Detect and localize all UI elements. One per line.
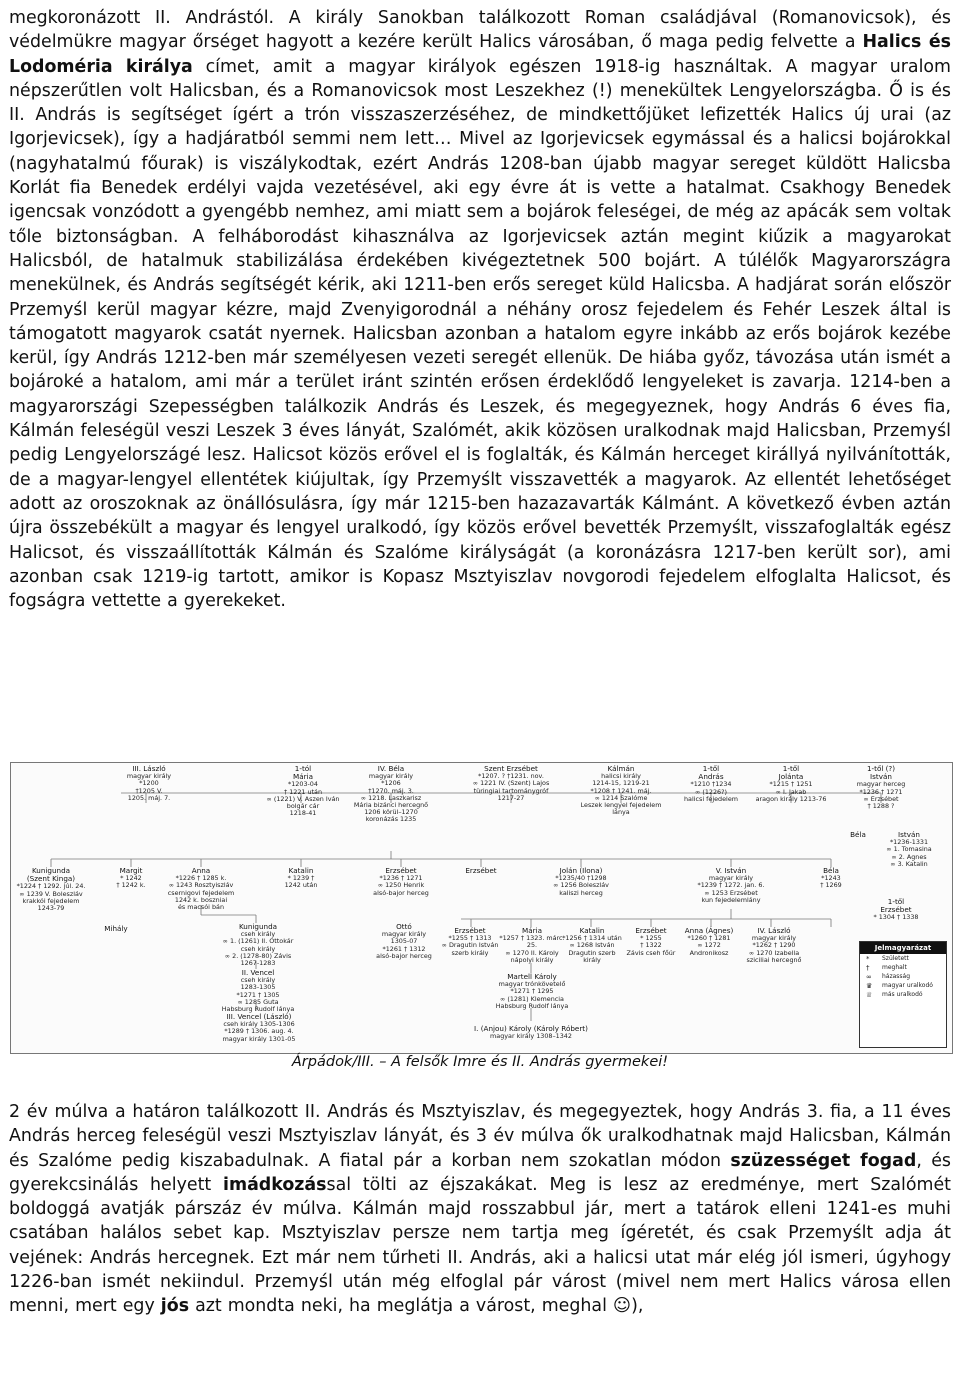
tree-node-r1-4: Kálmán halicsi király 1214-15, 1219-21 *1208 † 1241. máj. ∞ 1214 Szalóme Leszek lengyel fejedelem lánya [580,764,662,817]
tree-node-r3-5: Katalin *1256 † 1314 után ∞ 1268 István Dragutin szerb király [562,926,622,964]
tree-node-r3-7: Anna (Ágnes) *1260 † 1281 ∞ 1272 Andronikosz [684,926,734,957]
tree-node-r2-8: Béla *1243 † 1269 [820,866,842,890]
paragraph-intro [9,6,951,613]
text-run-2: címet, amit a magyar királyok egészen 1918-ig használtak. A magyar uralom népszerűtlen volt Halicsban, és a Romanovicsok most Leszekhez (!) menekültek Lengyelországba. Ő is és II. András is segítséget ígért a trón visszaszerzéséhez, de mindkettőjüket lefizették Halics új urai (az Igorjevicsek), így a hadjáratból semmi nem lett… Mivel az Igorjevicsek egymással és a halicsi bojárokkal (nagyhatalmú főurak) is viszálykodtak, ezért András 1208-ban újabb magyar sereget küldött Halicsba Korlát fia Benedek erdélyi vajda vezetésével, aki egy évre át is vette a hatalmat. Csakhogy Benedek igencsak vonzódott a gyengébb nemhez, ami miatt sem a bojárok feleségei, de még az apácák sem voltak tőle biztonságban. A felháborodást kihasználva az Igorjevicsek aztán megint kiűzik a magyarokat Halicsból, de hatalmuk stabilizálása érdekében kivégeztetnek 500 bojárt. A túlélők Magyarországra menekülnek, és András segítségét kérik, aki 1211-ben erős sereget küld Halicsba. A hadjárat során először Przemyśl kerül magyar kézre, majd Zvenyigorodnál a néhány orosz fejedelem és Fehér Leszek által is támogatott magyarok csatát nyernek. Halicsban azonban a hatalom egyre inkább az erős bojárok kezébe kerül, így András 1212-ben már személyesen vezeti seregét ellenük. De hiába győz, távozása után ismét a bojároké a hatalom, ami már a terület iránt szintén erősen érdeklődő lengyeleket is zavarja. 1214-ben a magyarországi Szepességben találkozik András és Leszek, és megegyeznek, hogy András 6 éves fia, Kálmán feleségül veszi Leszek 3 éves lányát, Szalómét, akik közösen uralkodnak majd Halicsban, Przemyśl pedig Lengyelországé lesz. Halicsot közös erővel el is foglalták, és Kálmán herceget királlyá nyilvánították, de a magyar-lengyel ellentétek kiújultak, így Przemyślt visszavették a magyarok. Az ellentét lehetőséget adott az oroszoknak az önállósulásra, így már 1215-ben hazazavarták Kálmánt. A következő évben aztán újra összebékült a magyar és lengyel uralkodó, így közös erővel bevették Przemyślt, visszafoglalták egész Halicsot, és visszaállították Kálmán és Szalóme királyságát (a koronázásra 1217-ben került sor), ami azonban csak 1219-ig tartott, amikor is Kopasz Msztyiszlav novgorodi fejedelem elfoglalta Halicsot, és fogságra vettette a gyerekeket. [9,56,951,612]
tree-node-r4-3: I. (Anjou) Károly (Károly Róbert) magyar király 1308–1342 [474,1024,588,1041]
tree-node-r1-0: III. László magyar király *1200 †1205 V. 1205. máj. 7. [126,764,172,802]
tree-node-r4-1: Martell Károly magyar trónkövetelő *1271 † 1295 ∞ (1281) Klemencia Habsburg Rudolf lánya [495,972,569,1010]
crown-outline-icon: ♕ [866,991,873,999]
tree-node-r1-6: 1-től Jolánta *1215 † 1251 ∞ I. Jakab aragon király 1213-76 [755,764,827,803]
bold-phrase-1: szüzességet fogad [730,1150,917,1171]
legend-title: Jelmagyarázat [860,942,946,954]
tree-node-r3-1: Kunigunda cseh király ∞ 1. (1261) II. Ottokár cseh király ∞ 2. (1278-80) Závis 1267-1283 [222,922,294,968]
tree-node-r1-5: 1-től András *1210 †1234 ∞ (1226?) halicsi fejedelem [684,764,738,803]
tree-node-r2-9: Béla [850,830,866,839]
marriage-icon: ∞ [866,973,872,981]
text-run-0: 2 év múlva a határon találkozott II. András és Msztyiszlav, és megegyeztek, hogy András 3. fia, a 11 éves András herceg feleségül veszi Msztyiszlav lányát, és 3 év múlva ők uralkodhatnak majd Halicsban, Kálmán és Szalóme pedig kiszabadulnak. A fiatal pár a korban nem szokatlan módon [9,1102,951,1171]
legend-row-died: † meghalt [866,964,907,972]
text-run-6: azt mondta neki, ha meglátja a várost, meghal ☺), [189,1296,644,1317]
legend-box [859,941,947,1048]
text-run-2: , és gyerekcsinálás helyett [9,1150,951,1195]
tree-node-r1-3: Szent Erzsébet *1207. ? †1231. nov. ∞ 1221 IV. (Szent) Lajos türingiai tartománygróf 1217-27 [472,764,550,802]
tree-node-r3-8: IV. László magyar király *1262 † 1290 ∞ 1270 Izabella sziciliai hercegnő [746,926,802,964]
legend-row-hu-ruler: ♛ magyar uralkodó [866,982,933,990]
text-run-0: megkoronázott II. Andrástól. A király Sanokban találkozott Roman családjával (Romanovicsok), és védelmükre magyar őrséget hagyott a kezére került Halics városában, ő maga pedig felvette a [9,8,951,53]
tree-node-r3-0: Mihály [104,924,128,933]
tree-node-r1-1: 1-tól Mária *1203-04 † 1221 után ∞ (1221) V. Aszen Iván bolgár cár 1218-41 [266,764,340,818]
tree-node-r2-5: Erzsébet [465,866,497,875]
tree-node-r2-10: István *1236-1331 ∞ 1. Tomasina ∞ 2. Agnes ∞ 3. Katalin [886,830,932,868]
cross-icon: † [866,964,870,972]
tree-node-r2-3: Katalin * 1239 † 1242 után [284,866,318,890]
tree-node-r3-9: 1-től Erzsébet * 1304 † 1338 [873,897,919,922]
tree-node-r4-0: II. Vencel cseh király 1283-1305 *1271 † 1305 ∞ 1285 Guta Habsburg Rudolf lánya [221,968,295,1014]
tree-node-r2-4: Erzsébet *1236 † 1271 ∞ 1250 Henrik alsó-bajor herceg [373,866,429,897]
tree-node-r2-0: Kunigunda (Szent Kinga) *1224 † 1292. júl. 24. ∞ 1239 V. Boleszláv krakkói fejedelem 1243-79 [16,866,86,913]
tree-node-r1-2: IV. Béla magyar király *1206 †1270. máj. 3. ∞ 1218. Laszkarisz Mária bizánci hercegnő 1206 körül–1270 koronázás 1235 [353,764,429,824]
tree-node-r3-3: Erzsébet *1255 † 1313 ∞ Dragutin István szerb király [441,926,499,957]
tree-node-r2-7: V. István magyar király *1239 † 1272. jan. 6. ∞ 1253 Erzsébet kun fejedelemlány [697,866,765,904]
tree-node-r1-7: 1-től (?) István magyar herceg *1236 † 1271 ∞ Erzsébet † 1288 ? [856,764,906,811]
tree-node-r2-1: Margit * 1242 † 1242 k. [116,866,146,890]
bold-phrase-5: jós [160,1296,190,1317]
figure-caption: Árpádok/III. – A felsők Imre és II. András gyermekei! [291,1054,669,1070]
legend-row-other-ruler: ♕ más uralkodó [866,991,923,999]
bold-phrase-1: Halics és Lodoméria királya [9,32,951,77]
tree-node-r4-2: III. Vencel (László) cseh király 1305-1306 *1289 † 1306. aug. 4. magyar király 1301-05 [222,1012,296,1043]
tree-node-r2-6: Jolán (Ilona) *1235/40 †1298 ∞ 1256 Boleszláv kaliszi herceg [553,866,609,897]
tree-node-r3-4: Mária *1257 † 1323. márc. 25. ∞ 1270 II. Károly nápolyi király [499,926,565,964]
family-tree-figure [10,762,953,1054]
legend-row-born: * Született [866,955,909,963]
bold-phrase-3: imádkozás [222,1174,327,1195]
tree-node-r2-2: Anna *1226 † 1285 k. ∞ 1243 Rosztyiszláv csernigovi fejedelem 1242 k. boszniai és macsói bán [167,866,235,912]
text-run-4: sal tölti az éjszakákat. Meg is lesz az eredménye, mert Szalómét boldoggá avatják párszáz év múlva. Kálmán majd rosszabbul jár, mert a tatárok elleni 1241-es muhi csatában halálos sebet kap. Msztyiszlav persze nem tartja meg ígéretét, és csak Przemyślt adja át vejének: András hercegnek. Ezt már nem tűrheti II. András, aki a halicsi utat már elég jól ismeri, úgyhogy 1226-ban ismét nekiindul. Przemyśl után még elfoglal pár várost (mivel nem mert Halics városa ellen menni, mert egy [9,1174,951,1317]
paragraph-continuation [9,1100,951,1319]
legend-row-married: ∞ házasság [866,973,911,981]
crown-icon: ♛ [866,982,873,990]
tree-node-r3-6: Erzsébet * 1255 † 1322 Závis cseh főúr [626,926,676,957]
star-icon: * [866,955,870,963]
tree-lines [11,763,952,1053]
tree-node-r3-2: Ottó magyar király 1305-07 *1261 † 1312 alsó-bajor herceg [376,922,432,960]
